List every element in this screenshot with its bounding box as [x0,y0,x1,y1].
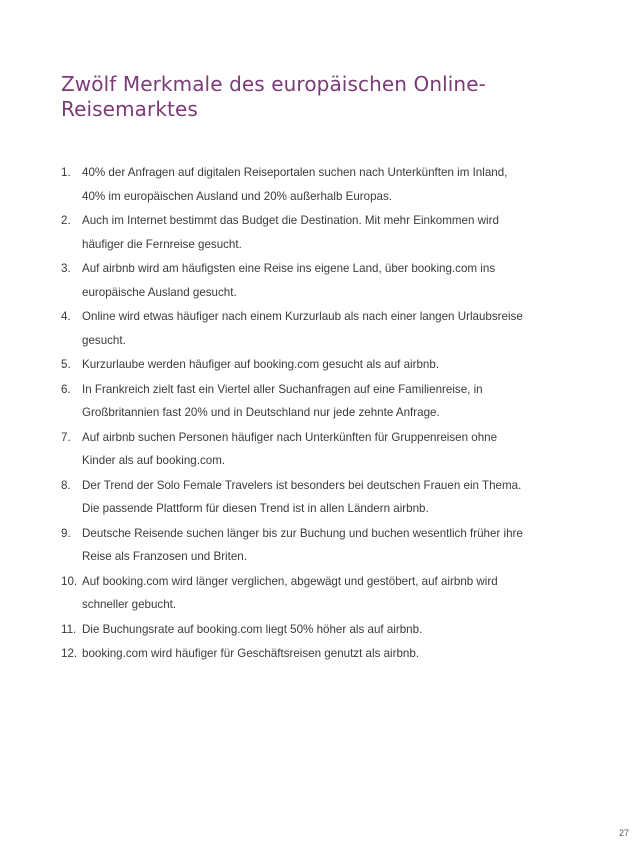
list-number: 4. [61,310,71,323]
list-item-2 [61,209,531,256]
list-number: 7. [61,430,71,444]
list-item-4 [61,305,531,352]
list-text: Auf booking.com wird länger verglichen, abgewägt und gestöbert, auf airbnb wird schneller gebucht. [82,574,498,611]
list-item-3 [61,257,531,304]
list-item-11 [61,618,531,642]
list-item-1 [61,161,531,208]
page-number: 27 [618,828,629,838]
list-text: Auch im Internet bestimmt das Budget die Destination. Mit mehr Einkommen wird häufiger die Fernreise gesucht. [82,214,499,251]
list-text: Kurzurlaube werden häufiger auf booking.com gesucht als auf airbnb. [82,358,440,371]
list-text: Deutsche Reisende suchen länger bis zur Buchung und buchen wesentlich früher ihre Reise als Franzosen und Briten. [82,526,523,563]
feature-list [61,161,531,667]
list-text: Der Trend der Solo Female Travelers ist besonders bei deutschen Frauen ein Thema. Die passende Plattform für diesen Trend ist in allen Ländern airbnb. [82,478,522,515]
list-number: 12. [61,647,78,660]
list-number: 10. [61,574,78,588]
list-item-5 [61,353,531,377]
list-text: Auf airbnb wird am häufigsten eine Reise ins eigene Land, über booking.com ins europäische Ausland gesucht. [82,262,496,299]
list-number: 1. [61,166,71,179]
list-item-7 [61,426,531,473]
list-item-6 [61,378,531,425]
list-text: booking.com wird häufiger für Geschäftsreisen genutzt als airbnb. [82,647,420,660]
list-text: In Frankreich zielt fast ein Viertel aller Suchanfragen auf eine Familienreise, in Großbritannien fast 20% und in Deutschland nur jede zehnte Anfrage. [82,382,483,419]
list-number: 2. [61,214,71,227]
list-number: 9. [61,526,71,540]
list-number: 3. [61,262,71,275]
list-text: 40% der Anfragen auf digitalen Reiseportalen suchen nach Unterkünften im Inland, 40% im europäischen Ausland und 20% außerhalb Europas. [82,166,508,203]
list-item-12 [61,642,531,666]
list-number: 11. [61,622,77,636]
list-item-8 [61,474,531,521]
page-title: Zwölf Merkmale des europäischen Online-Reisemarktes [61,72,486,121]
list-text: Auf airbnb suchen Personen häufiger nach Unterkünften für Gruppenreisen ohne Kinder als auf booking.com. [82,430,498,467]
list-number: 6. [61,382,71,396]
list-item-9 [61,522,531,569]
list-number: 5. [61,358,71,371]
list-item-10 [61,570,531,617]
list-text: Online wird etwas häufiger nach einem Kurzurlaub als nach einer langen Urlaubsreise gesucht. [82,310,523,347]
list-number: 8. [61,478,71,492]
list-text: Die Buchungsrate auf booking.com liegt 50% höher als auf airbnb. [82,622,423,636]
